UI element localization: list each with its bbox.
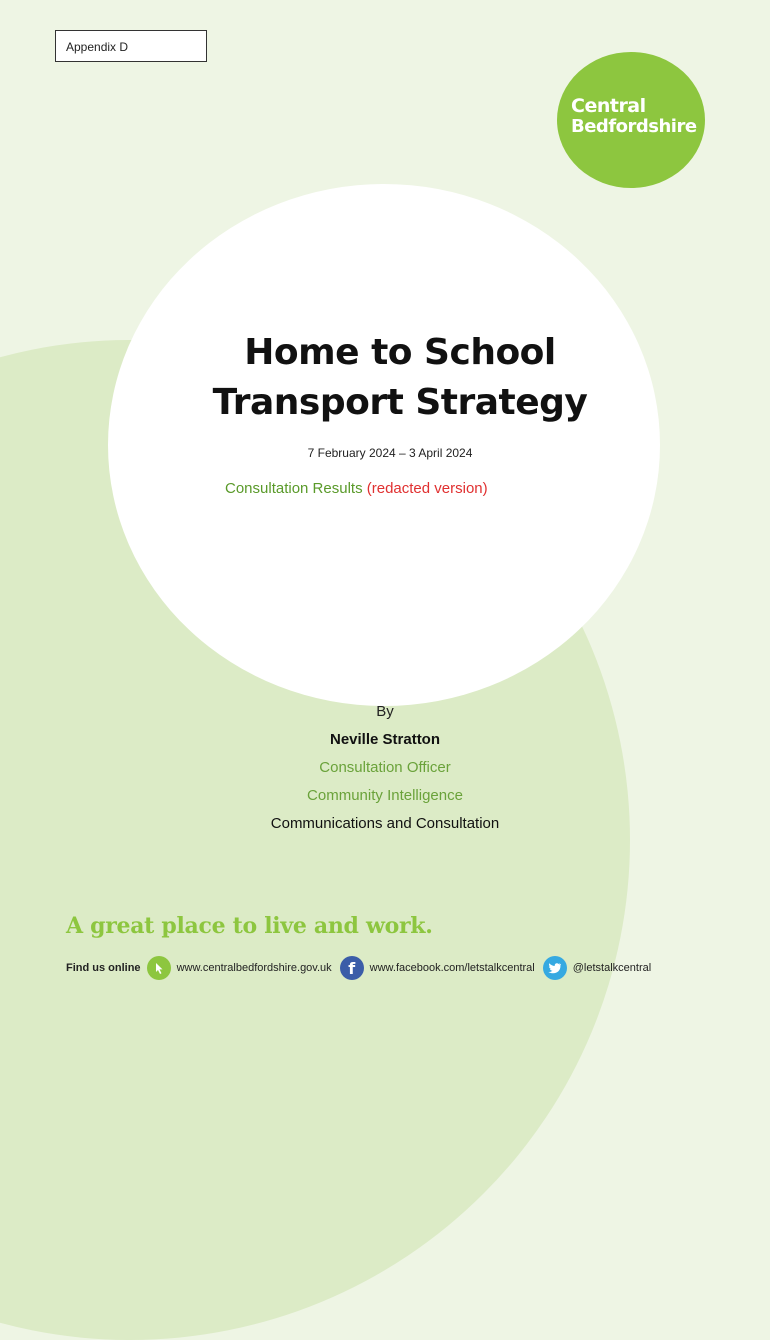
results-heading: [225, 480, 488, 497]
website-link[interactable]: www.centralbedfordshire.gov.uk: [176, 962, 332, 974]
council-logo: [557, 52, 705, 188]
results-label: Consultation Results: [225, 480, 363, 497]
redacted-note: (redacted version): [366, 480, 488, 497]
facebook-link[interactable]: www.facebook.com/letstalkcentral: [369, 962, 535, 974]
logo-line-2: Bedfordshire: [571, 116, 697, 137]
author-name: Neville Stratton: [329, 731, 441, 748]
author-unit: Communications and Consultation: [270, 815, 500, 832]
title-line-1: Home to School: [244, 332, 556, 373]
facebook-icon: f: [340, 956, 364, 980]
footer-links: [66, 955, 659, 981]
title-circle: [108, 184, 660, 706]
tagline: A great place to live and work.: [66, 913, 433, 939]
find-us-online-label: Find us online: [66, 962, 141, 974]
author-department: Community Intelligence: [307, 787, 463, 804]
title-line-2: Transport Strategy: [212, 382, 588, 423]
logo-line-1: Central: [571, 95, 646, 117]
consultation-dates: 7 February 2024 – 3 April 2024: [307, 446, 473, 460]
author-role: Consultation Officer: [319, 759, 451, 776]
twitter-bird-icon: [543, 956, 567, 980]
by-label: By: [376, 703, 394, 720]
twitter-handle[interactable]: @letstalkcentral: [572, 962, 652, 974]
appendix-label: Appendix D: [55, 30, 207, 62]
mouse-click-icon: [147, 956, 171, 980]
